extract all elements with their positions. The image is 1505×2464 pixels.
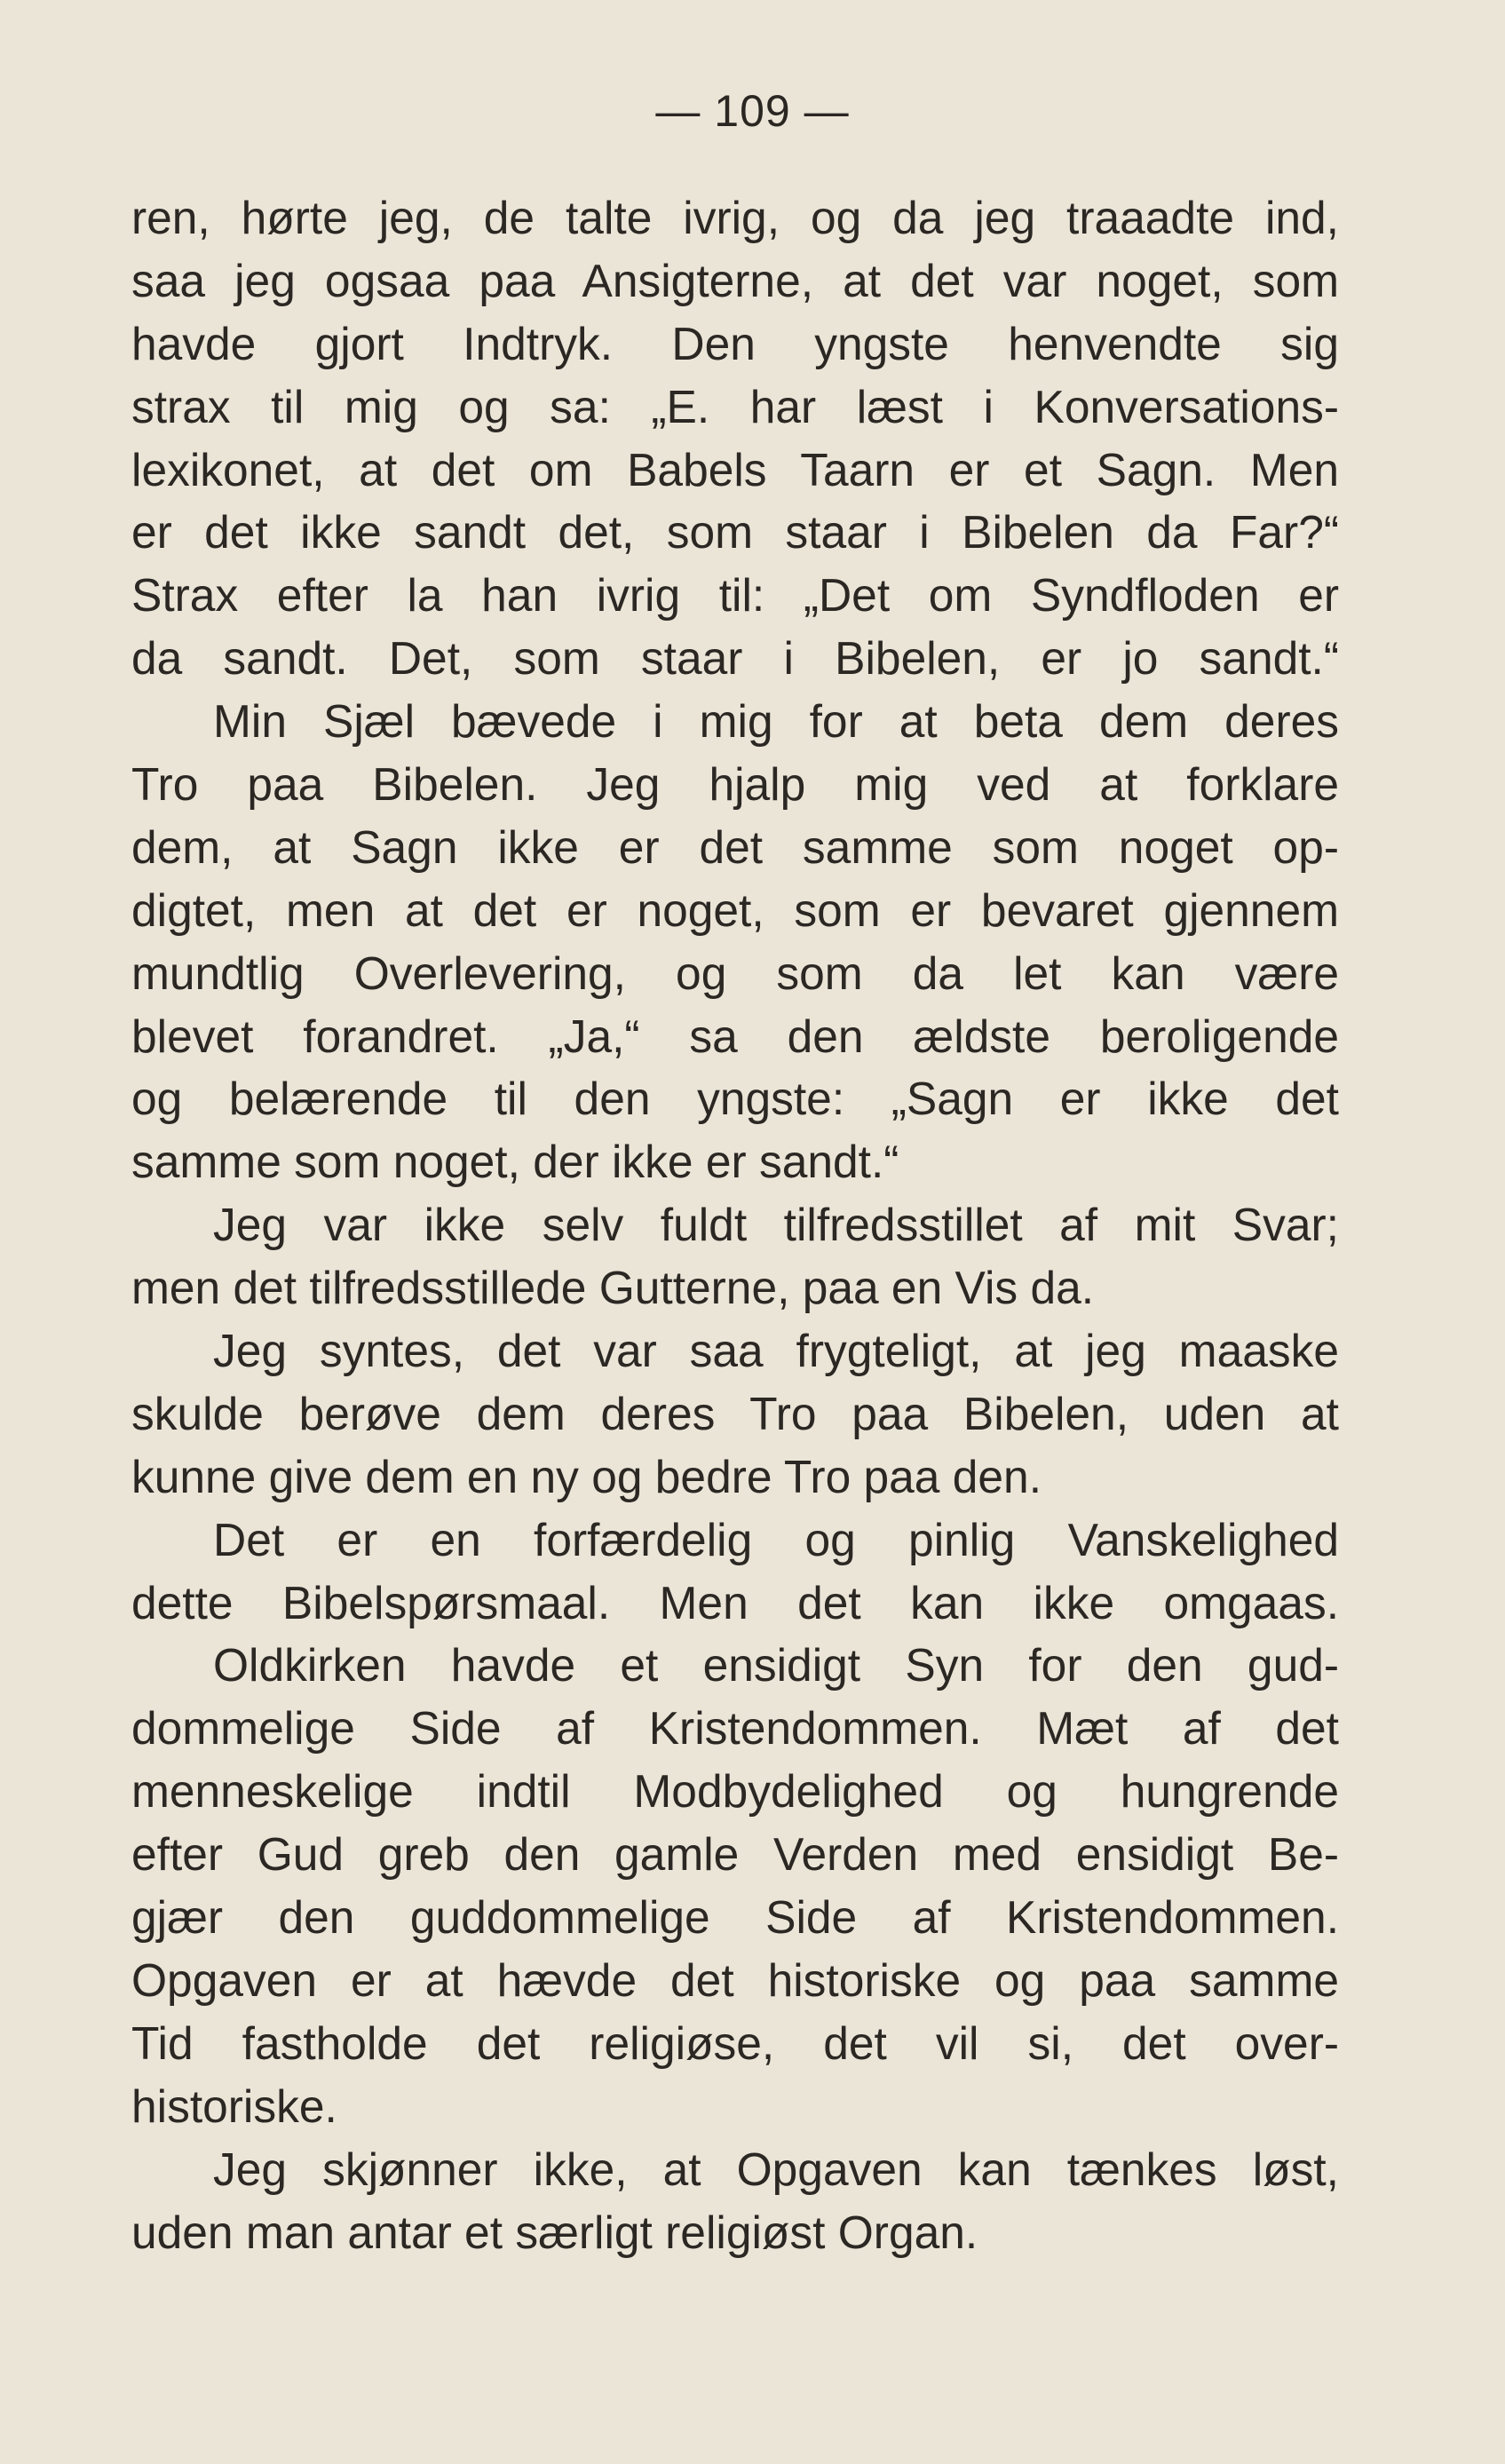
text-line: Min Sjæl bævede i mig for at beta dem deres — [213, 695, 1339, 748]
text-line: skulde berøve dem deres Tro paa Bibelen, uden at — [131, 1387, 1339, 1439]
text-line: Jeg skjønner ikke, at Opgaven kan tænkes løst, — [213, 2143, 1339, 2195]
text-line: blevet forandret. „Ja,“ sa den ældste beroligende — [131, 1010, 1339, 1062]
text-line: og belærende til den yngste: „Sagn er ikke det — [131, 1073, 1339, 1125]
text-line: ren, hørte jeg, de talte ivrig, og da jeg traaadte ind, — [131, 192, 1339, 243]
text-line: havde gjort Indtryk. Den yngste henvendte sig — [131, 317, 1339, 369]
text-line: digtet, men at det er noget, som er bevaret gjennem — [131, 883, 1339, 936]
text-line: Tro paa Bibelen. Jeg hjalp mig ved at forklare — [131, 758, 1339, 811]
page-number: — 109 — — [655, 86, 850, 136]
text-line: strax til mig og sa: „E. har læst i Konversations- — [131, 380, 1339, 432]
text-line: historiske. — [131, 2080, 337, 2132]
body-text — [131, 186, 1339, 2263]
text-line: Jeg syntes, det var saa frygteligt, at jeg maaske — [213, 1325, 1339, 1377]
text-line: er det ikke sandt det, som staar i Bibelen da Far?“ — [131, 506, 1339, 559]
text-line: Det er en forfærdelig og pinlig Vanskelighed — [213, 1513, 1339, 1565]
text-line: menneskelige indtil Modbydelighed og hungrende — [131, 1765, 1339, 1818]
text-line: Jeg var ikke selv fuldt tilfredsstillet af mit Svar; — [213, 1199, 1339, 1251]
text-line: dem, at Sagn ikke er det samme som noget op- — [131, 820, 1339, 873]
text-line: dette Bibelspørsmaal. Men det kan ikke omgaas. — [131, 1576, 1339, 1628]
text-line: Strax efter la han ivrig til: „Det om Syndfloden er — [131, 569, 1339, 622]
text-line: Tid fastholde det religiøse, det vil si, det over- — [131, 2016, 1339, 2069]
text-line: efter Gud greb den gamle Verden med ensidigt Be- — [131, 1828, 1339, 1881]
text-line: saa jeg ogsaa paa Ansigterne, at det var noget, som — [131, 254, 1339, 306]
text-line: kunne give dem en ny og bedre Tro paa den. — [131, 1450, 1042, 1502]
text-line: dommelige Side af Kristendommen. Mæt af det — [131, 1702, 1339, 1755]
text-line: mundtlig Overlevering, og som da let kan være — [131, 947, 1339, 999]
text-line: men det tilfredsstillede Gutterne, paa en Vis da. — [131, 1262, 1095, 1314]
text-line: Oldkirken havde et ensidigt Syn for den gud- — [213, 1639, 1339, 1692]
text-line: da sandt. Det, som staar i Bibelen, er jo sandt.“ — [131, 632, 1339, 685]
text-line: lexikonet, at det om Babels Taarn er et Sagn. Men — [131, 443, 1339, 495]
text-line: samme som noget, der ikke er sandt.“ — [131, 1136, 899, 1188]
text-line: uden man antar et særligt religiøst Organ. — [131, 2206, 978, 2258]
text-line: Opgaven er at hævde det historiske og paa samme — [131, 1953, 1339, 2006]
text-line: gjær den guddommelige Side af Kristendommen. — [131, 1891, 1339, 1944]
